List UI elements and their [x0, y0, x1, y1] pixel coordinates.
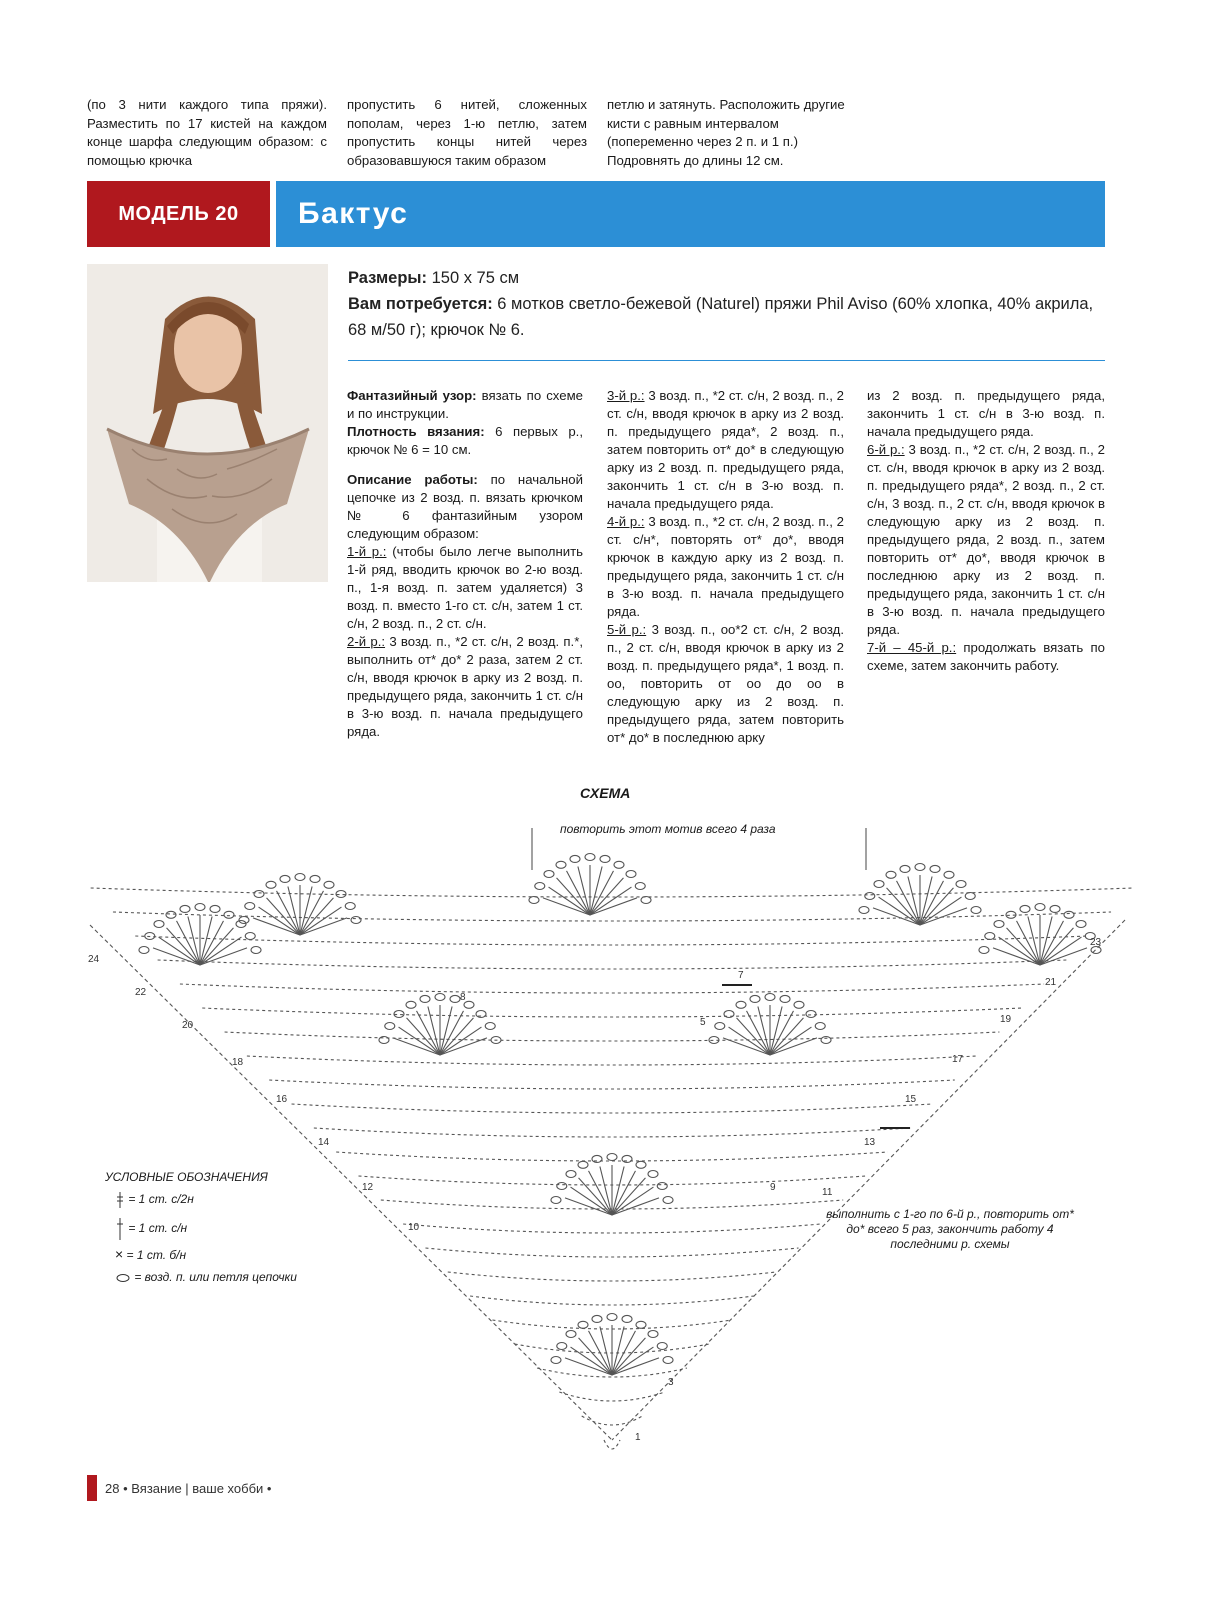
row-number-label: 18	[232, 1057, 244, 1068]
footer-accent-bar	[87, 1475, 97, 1501]
row-number-label: 15	[905, 1094, 917, 1105]
schema-repeat-note: повторить этот мотив всего 4 раза	[560, 822, 776, 836]
row4-text: 3 возд. п., *2 ст. с/н, 2 возд. п., 2 ст. с/н*, повторять от* до*, вводя крючок в каждую арку из 2 возд. п. предыдущего ряда, закончить 1 ст. с/н в 3-ю возд. п. начала предыдущего ряда.	[607, 514, 844, 619]
row1-text: (чтобы было легче выполнить 1-й ряд, вводить крючок во 2-ю возд. п., 1-я возд. п. затем удаляется) 3 возд. п. вместо 1-го ст. с/н, затем 1 ст. с/н, 2 возд. п., 2 ст. с/н.	[347, 544, 583, 631]
double-crochet-icon	[115, 1192, 125, 1208]
row4-label: 4-й р.:	[607, 514, 645, 529]
model-label: МОДЕЛЬ 20	[87, 181, 270, 247]
legend-row-1	[115, 1192, 194, 1208]
legend-text-2: = 1 ст. с/н	[128, 1221, 188, 1236]
sizes-value: 150 х 75 см	[431, 269, 520, 287]
legend-text-3: = 1 ст. б/н	[126, 1248, 187, 1262]
desc-text: по начальной цепочке из 2 возд. п. вязать крючком № 6 фантазийным узором следующим образом:	[347, 472, 583, 541]
chain-loop-icon	[115, 1273, 131, 1283]
row-number-label: 24	[88, 954, 100, 965]
desc-label: Описание работы:	[347, 472, 478, 487]
row2-label: 2-й р.:	[347, 634, 386, 649]
row-number-label: 17	[952, 1054, 964, 1065]
sizes-label: Размеры:	[348, 269, 428, 287]
footer-text: • Вязание | ваше хобби •	[123, 1480, 272, 1496]
row-number-label: 3	[668, 1377, 674, 1388]
page-title: Бактус	[276, 181, 1105, 247]
need-label: Вам потребуется:	[348, 295, 493, 313]
row-number-label: 21	[1045, 977, 1057, 988]
legend-text-4: = возд. п. или петля цепочки	[134, 1270, 297, 1284]
row7-45-label: 7-й – 45-й р.:	[867, 640, 957, 655]
page-number: 28	[105, 1480, 120, 1496]
row-number-label: 7	[738, 970, 744, 981]
pattern-label: Фантазийный узор:	[347, 388, 477, 403]
legend-row-3	[115, 1246, 186, 1262]
density-text: 6 первых р., крючок № 6 = 10 см.	[347, 424, 584, 457]
row5-text: 3 возд. п., оо*2 ст. с/н, 2 возд. п., 2 ст. с/н, вводя крючок в арку из 2 возд. п. предыдущего ряда*, 1 возд. п. оо, повторить от оо до оо в следующую арку из 2 возд. п. предыдущего ряда, затем повторить от* до* в последнюю арку	[607, 622, 844, 745]
row-number-label: 23	[1090, 937, 1102, 948]
row-number-label: 12	[362, 1182, 374, 1193]
top-text-col1: (по 3 нити каждого типа пряжи). Разместить по 17 кистей на каждом конце шарфа следующим образом: с помощью крючка	[87, 97, 327, 168]
pattern-text: вязать по схеме и по инструкции.	[347, 388, 583, 421]
row-number-label: 9	[770, 1182, 776, 1193]
row2-text: 3 возд. п., *2 ст. с/н, 2 возд. п.*, выполнить от* до* 2 раза, затем 2 ст. с/н, вводя крючок в арку из 2 возд. п. предыдущего ряда, закончить 1 ст. с/н в 3-ю возд. п. начала предыдущего ряда.	[347, 634, 584, 739]
row-number-label: 11	[822, 1187, 833, 1198]
need-value: 6 мотков светло-бежевой (Naturel) пряжи Phil Aviso (60% хлопка, 40% акрила, 68 м/50 г); крючок № 6.	[348, 295, 1094, 339]
legend-row-2	[115, 1218, 187, 1240]
row-number-label: 19	[1000, 1014, 1012, 1025]
row-number-label: 8	[460, 992, 466, 1003]
top-text-col3: петлю и затянуть. Расположить другие кисти с равным интервалом (попеременно через 2 п. и 1 п.) Подровнять до длины 12 см.	[607, 97, 845, 168]
row6-text: 3 возд. п., *2 ст. с/н, 2 возд. п., 2 ст. с/н, вводя крючок в арку из 2 возд. п. предыдущего ряда*, 2 возд. п., 2 ст. с/н, 3 возд. п., 2 ст. с/н, вводя крючок в следующую арку из 2 возд. п. предыдущего ряда, 2 возд. п., затем повторить от* до*, вводя крючок в последнюю арку из 2 возд. п. предыдущего ряда, закончить 1 ст. с/н в 3-ю возд. п. начала предыдущего ряда.	[867, 442, 1106, 637]
schema-title: СХЕМА	[580, 785, 631, 801]
row6-label: 6-й р.:	[867, 442, 905, 457]
row-number-label: 22	[135, 987, 147, 998]
row-number-label: 1	[635, 1432, 641, 1443]
row-number-label: 14	[318, 1137, 330, 1148]
single-crochet-stitch-icon	[115, 1218, 125, 1240]
row-number-label: 20	[182, 1020, 194, 1031]
row7-45-text: продолжать вязать по схеме, затем закончить работу.	[867, 640, 1105, 673]
top-text-col2: пропустить 6 нитей, сложенных пополам, через 1-ю петлю, затем пропустить концы нитей через образовавшуюся таким образом	[347, 97, 587, 168]
schema-side-note: выполнить с 1-го по 6-й р., повторить от* до* всего 5 раз, закончить работу 4 последними р. схемы	[826, 1207, 1074, 1251]
row-number-label: 5	[700, 1017, 706, 1028]
footer	[87, 1475, 271, 1501]
row-number-label: 10	[408, 1222, 420, 1233]
legend-row-4	[115, 1270, 297, 1284]
row-number-label: 13	[864, 1137, 876, 1148]
density-label: Плотность вязания:	[347, 424, 485, 439]
row5-label: 5-й р.:	[607, 622, 647, 637]
row5-continued: из 2 возд. п. предыдущего ряда, закончить 1 ст. с/н в 3-ю возд. п. начала предыдущего ряда.	[867, 388, 1105, 439]
row3-text: 3 возд. п., *2 ст. с/н, 2 возд. п., 2 ст. с/н, вводя крючок в арку из 2 возд. п. предыдущего ряда*, 2 возд. п., затем повторить от* до* в следующую арку из 2 возд. п. предыдущего ряда, закончить 1 ст. с/н в 3-ю возд. п. начала предыдущего ряда.	[607, 388, 844, 511]
row-number-label: 16	[276, 1094, 288, 1105]
row1-label: 1-й р.:	[347, 544, 387, 559]
legend-title: УСЛОВНЫЕ ОБОЗНАЧЕНИЯ	[105, 1170, 268, 1184]
legend-text-1: = 1 ст. с/2н	[128, 1192, 194, 1207]
row3-label: 3-й р.:	[607, 388, 645, 403]
cross-stitch-icon: ×	[115, 1246, 124, 1262]
